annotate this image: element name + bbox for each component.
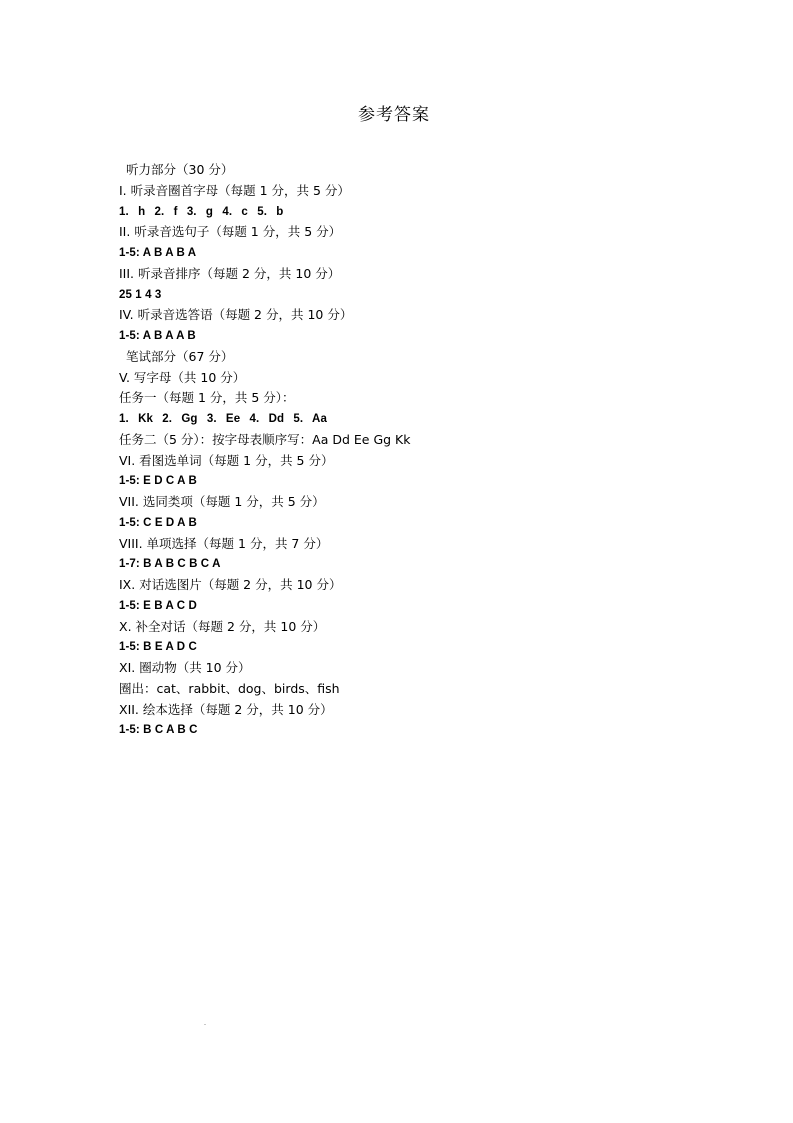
section-heading-written: 笔试部分（67 分）: [126, 348, 234, 364]
question-heading-5: V. 写字母（共 10 分）: [119, 369, 246, 385]
answer-line-2: 1-5: A B A B A: [119, 247, 197, 259]
question-heading-1: I. 听录音圈首字母（每题 1 分，共 5 分）: [119, 182, 350, 198]
question-heading-2: II. 听录音选句子（每题 1 分，共 5 分）: [119, 224, 342, 240]
question-heading-8: VIII. 单项选择（每题 1 分，共 7 分）: [119, 535, 329, 551]
answer-line-3: 25 1 4 3: [119, 288, 162, 301]
answer-line-8: 1-7: B A B C B C A: [119, 558, 221, 571]
question-heading-9: IX. 对话选图片（每题 2 分，共 10 分）: [119, 577, 342, 592]
question-heading-3: III. 听录音排序（每题 2 分，共 10 分）: [119, 265, 341, 281]
answer-line-10: 1-5: B E A D C: [119, 641, 197, 654]
answer-key-body: [119, 160, 679, 741]
answer-line-4: 1-5: A B A A B: [119, 330, 196, 342]
question-heading-11: XI. 圈动物（共 10 分）: [119, 660, 251, 675]
question-heading-4: IV. 听录音选答语（每题 2 分，共 10 分）: [119, 307, 353, 323]
page-speck: [204, 1024, 206, 1025]
question-heading-10: X. 补全对话（每题 2 分，共 10 分）: [119, 618, 326, 634]
answer-line-1: 1. h 2. f 3. g 4. c 5. b: [119, 205, 284, 218]
page-title: 参考答案: [358, 105, 430, 125]
question-heading-12: XII. 绘本选择（每题 2 分，共 10 分）: [119, 701, 333, 717]
question-heading-6: VI. 看图选单词（每题 1 分，共 5 分）: [119, 452, 334, 468]
answer-line-12: 1-5: B C A B C: [119, 724, 198, 737]
answer-line-5: 1. Kk 2. Gg 3. Ee 4. Dd 5. Aa: [119, 413, 327, 425]
answer-line-11: 圈出：cat、rabbit、dog、birds、fish: [119, 680, 340, 696]
answer-line-7: 1-5: C E D A B: [119, 516, 197, 529]
task-heading-1: 任务一（每题 1 分，共 5 分）：: [119, 390, 295, 406]
question-heading-7: VII. 选同类项（每题 1 分，共 5 分）: [119, 494, 325, 509]
answer-line-6: 1-5: E D C A B: [119, 475, 197, 488]
answer-line-9: 1-5: E B A C D: [119, 599, 197, 612]
task-heading-2: 任务二（5 分）：按字母表顺序写：Aa Dd Ee Gg Kk: [119, 431, 411, 447]
section-heading-listening: 听力部分（30 分）: [126, 162, 234, 177]
